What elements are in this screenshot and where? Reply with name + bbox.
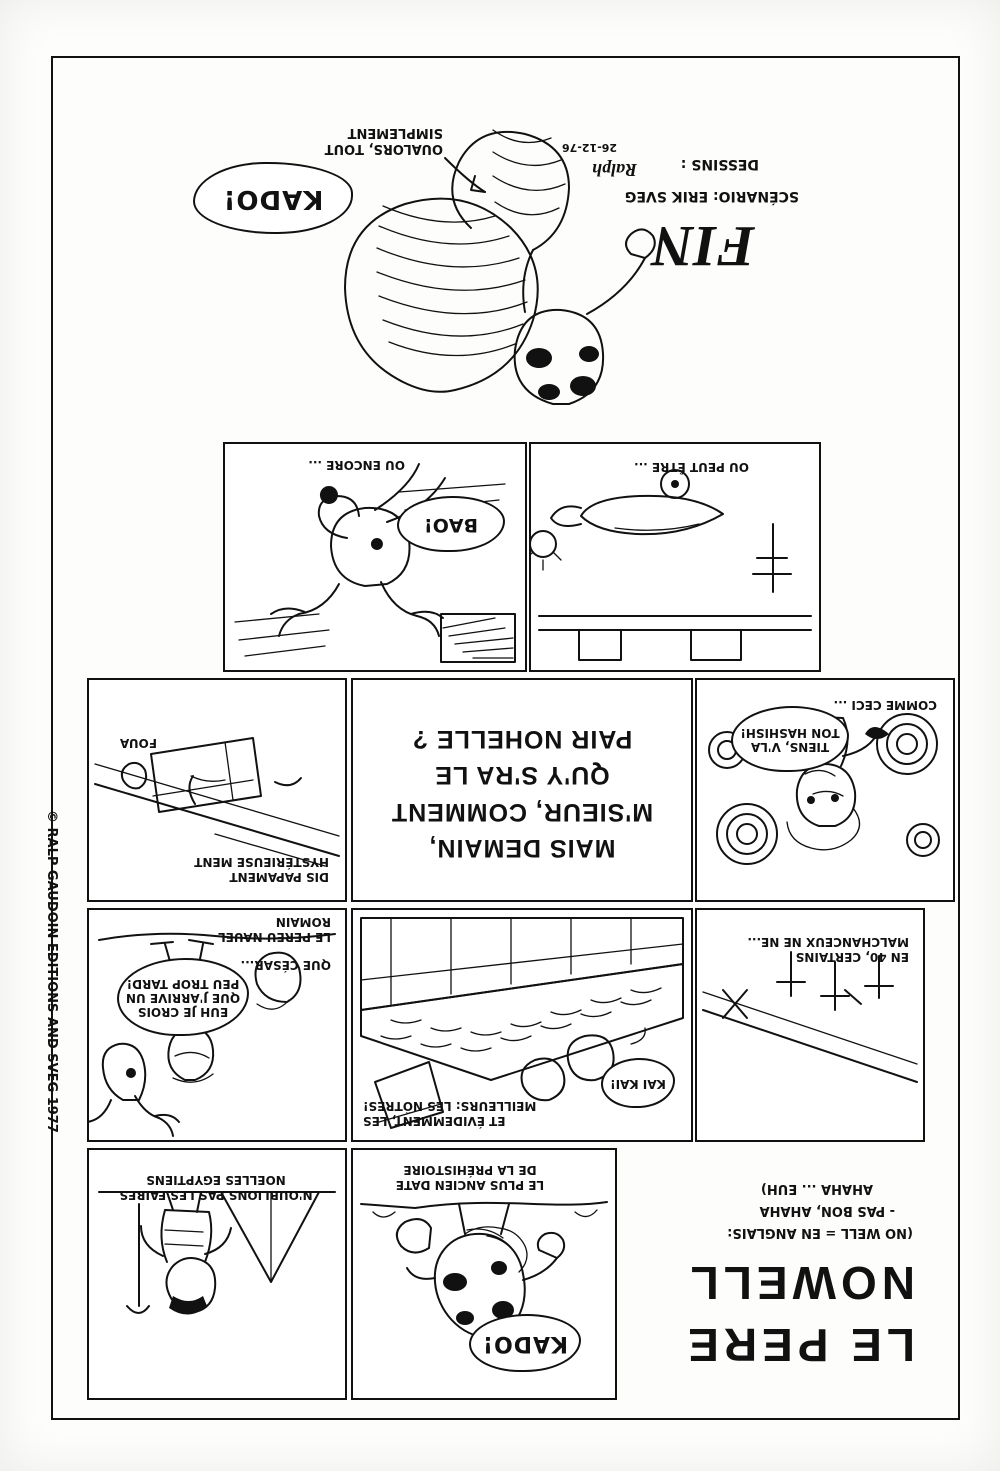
ending-block [485, 90, 845, 280]
caption-comme-ceci: COMME CECI ... [833, 698, 937, 712]
panel-ou-encore [223, 442, 527, 672]
subcaption-caesar: LE PEREU NAUEL ROMAIN [218, 915, 331, 944]
caption-certains: EN 40, CERTAINS MALCHANCEUX NE NE... [747, 935, 909, 964]
title-gloss-3: AHAHA ... EUH) [760, 1181, 873, 1196]
copyright-block [45, 770, 85, 1370]
caption-egyptians: N'OUBLIONS PAS LES FAIRES NOELLES EGYPTIENS [119, 1173, 313, 1202]
title-gloss-1: (NO WELL = EN ANGLAIS: [727, 1225, 913, 1240]
panel-hysterical [87, 678, 347, 902]
caption-final: OUALORS, TOUT SIMPLEMENT [324, 124, 443, 156]
artist-signature: Ralph [591, 160, 637, 180]
caption-ou-encore: OU ENCORE ... [308, 458, 405, 472]
panel-chimney [351, 908, 693, 1142]
bubble-bao: BAO! [397, 496, 505, 552]
caption-prehistoric: LE PLUS ANCIEN DATE DE LA PRÉHISTOIRE [395, 1163, 545, 1192]
panel-ou-peut-etre-art [531, 444, 819, 670]
bubble-kado-final: KADO! [193, 162, 353, 234]
caption-hysterical: DIS PAPAMENT HYSTÉRIEUSE MENT [194, 855, 329, 884]
panel-title [625, 1160, 925, 1390]
caption-chimney: ET ÉVIDEMMENT, LES MEILLEURS: LES NÔTRES! [363, 1099, 537, 1128]
panel-demain-text [351, 678, 693, 902]
demain-line-2: M'SIEUR, COMMENT [390, 797, 654, 826]
scenario-credit: SCÉNARIO: ERIK SVEG [624, 188, 799, 204]
signature-date: 26-12-76 [561, 141, 617, 154]
panel-caesar [87, 908, 347, 1142]
comic-content-rotated [40, 40, 965, 1430]
panel-ou-encore-art [225, 444, 525, 670]
fin-text: FIN [651, 214, 755, 279]
panel-egyptians [87, 1148, 347, 1400]
caption-caesar: QUE CÉSAR... [240, 958, 331, 972]
bubble-hashish: TIENS, V'LA TON HASHISH! [731, 706, 849, 772]
demain-line-4: PAIR NOHELLE ? [411, 725, 633, 754]
bubble-kai: KAI KAI! [601, 1058, 675, 1108]
title-line-1: LE PERE [683, 1319, 915, 1371]
demain-line-3: QU'Y S'RA LE [434, 761, 610, 790]
bubble-kado-prehistoric: KADO! [469, 1314, 581, 1372]
copyright-text: © RALP GAUDOIN EDITIONS AND SVEG 1977 [44, 810, 59, 1133]
panel-certains [695, 908, 925, 1142]
demain-line-1: MAIS DEMAIN, [428, 834, 616, 862]
panel-comme-ceci [695, 678, 955, 902]
title-gloss-2: - PAS BON, AHAHA [759, 1203, 895, 1218]
caption-ou-peut-etre: OU PEUT ÊTRE ... [634, 460, 749, 474]
dessins-credit: DESSINS : [680, 156, 759, 172]
title-line-2: NOWELL [685, 1257, 915, 1309]
panel-prehistoric [351, 1148, 617, 1400]
bubble-caesar: EUH JE CROIS QUE J'ARRIVE UN PEU TROP TARD! [117, 958, 249, 1036]
panel-ou-peut-etre [529, 442, 821, 672]
subcaption-hysterical: FOUA [119, 736, 157, 750]
